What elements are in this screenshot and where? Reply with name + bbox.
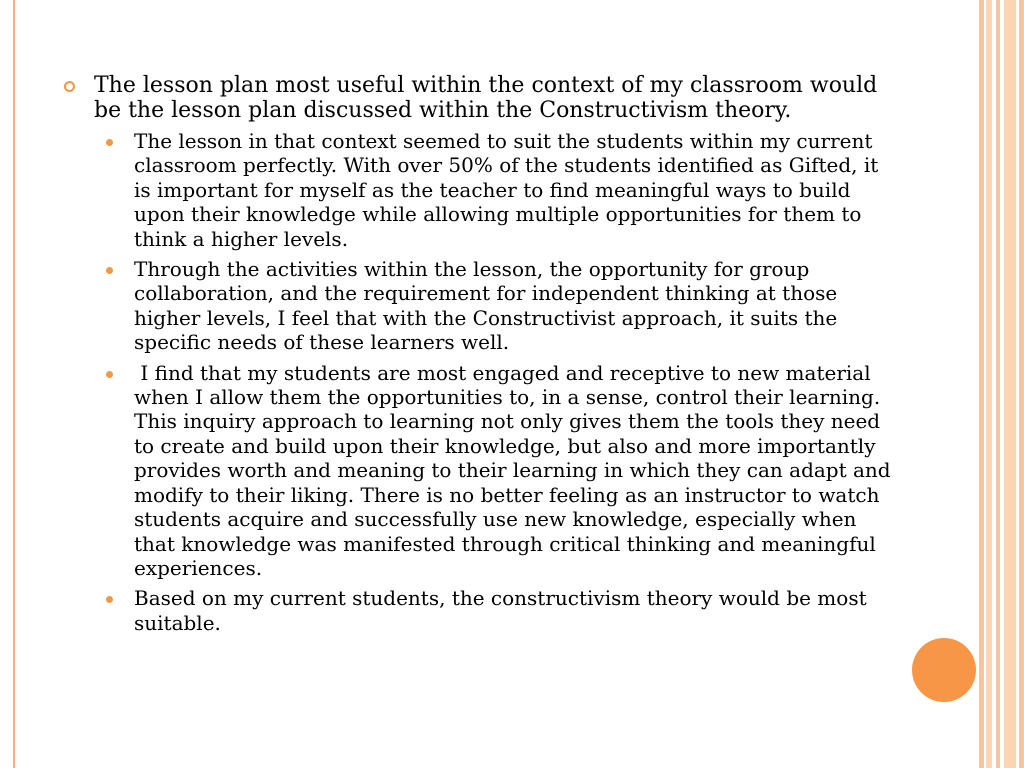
dot-bullet-icon: [106, 139, 113, 146]
left-border-line: [13, 0, 15, 768]
sub-bullet-text: The lesson in that context seemed to suit the students within my current classroom perfectly. With over 50% of the students identified as Gifted, it is important for myself as the teacher to find meaningful ways to build upon their knowledge while allowing multiple opportunities for them to think a higher levels.: [134, 129, 885, 251]
right-stripe-1: [979, 0, 984, 768]
decorative-circle: [912, 638, 976, 702]
sub-bullet-item: [64, 257, 894, 355]
dot-bullet-icon: [106, 596, 113, 603]
sub-bullet-text: Based on my current students, the constructivism theory would be most suitable.: [134, 586, 873, 635]
right-stripe-4: [1004, 0, 1016, 768]
slide-body: [64, 73, 897, 641]
main-bullet-item: [64, 73, 894, 123]
sub-bullet-item: [64, 586, 894, 635]
sub-bullet-item: [64, 129, 894, 251]
dot-bullet-icon: [106, 267, 113, 274]
sub-bullet-list: [64, 129, 897, 635]
sub-bullet-item: [64, 360, 897, 581]
sub-bullet-text: I find that my students are most engaged and receptive to new material when I allow them the opportunities to, in a sense, control their learning. This inquiry approach to learning not only gives them the tools they need to create and build upon their knowledge, but also and more importantly provides worth and meaning to their learning in which they can adapt and modify to their liking. There is no better feeling as an instructor to watch students acquire and successfully use new knowledge, especially when that knowledge was manifested through critical thinking and meaningful experiences.: [134, 360, 897, 580]
right-stripe-2: [986, 0, 992, 768]
sub-bullet-text: Through the activities within the lesson, the opportunity for group collaboration, and the requirement for independent thinking at those higher levels, I feel that with the Constructivist approach, it suits the specific needs of these learners well.: [134, 257, 844, 355]
main-bullet-text: The lesson plan most useful within the context of my classroom would be the lesson plan discussed within the Constructivism theory.: [94, 73, 878, 123]
right-stripe-5: [1019, 0, 1024, 768]
ring-bullet-icon: [64, 81, 75, 92]
right-stripe-3: [996, 0, 1000, 768]
dot-bullet-icon: [106, 371, 113, 378]
